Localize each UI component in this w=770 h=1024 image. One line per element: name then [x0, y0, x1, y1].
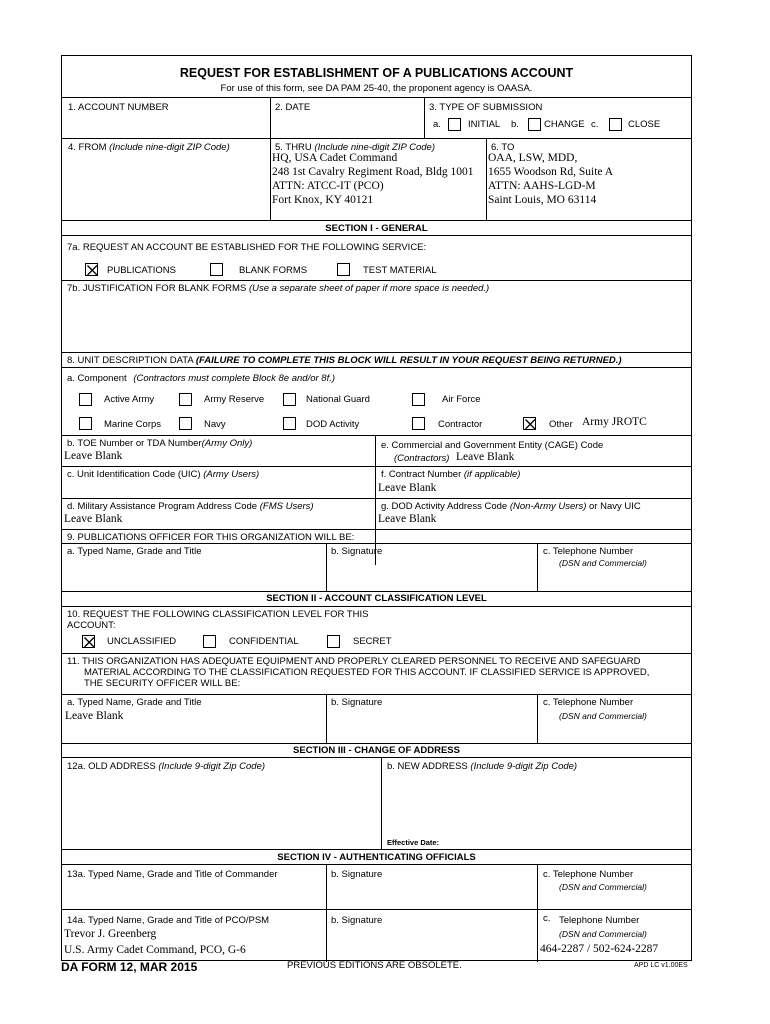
block-11-line-2: MATERIAL ACCORDING TO THE CLASSIFICATION REQUESTED FOR THIS ACCOUNT. IF CLASSIFIED SERVICE IS APPROVED, [84, 667, 650, 678]
air-force-label: Air Force [442, 394, 481, 405]
divider [62, 909, 691, 910]
divider [62, 352, 691, 353]
contract-label-text: f. Contract Number [381, 469, 462, 480]
form-id: DA FORM 12, MAR 2015 [61, 960, 198, 974]
security-officer-phone-label: c. Telephone Number [543, 697, 634, 708]
block-7b-note: (Use a separate sheet of paper if more space is needed.) [248, 283, 490, 294]
divider [62, 591, 691, 592]
old-address-label-text: 12a. OLD ADDRESS [67, 761, 156, 772]
uic-note: (Army Users) [203, 469, 260, 480]
dodaac-note: (Non-Army Users) [509, 501, 587, 512]
block-8-label-text: 8. UNIT DESCRIPTION DATA [67, 355, 194, 366]
national-guard-label: National Guard [306, 394, 370, 405]
publications-checkbox[interactable] [85, 263, 98, 276]
effective-date-label: Effective Date: [387, 838, 440, 847]
blank-forms-checkbox[interactable] [210, 263, 223, 276]
to-line-4[interactable]: Saint Louis, MO 63114 [488, 194, 597, 206]
divider [326, 864, 327, 962]
change-prefix: b. [511, 119, 519, 130]
security-officer-phone-note: (DSN and Commercial) [559, 711, 647, 721]
pco-name-value[interactable]: Trevor J. Greenberg [64, 928, 157, 940]
thru-label-text: 5. THRU [275, 142, 312, 153]
block-10-label-2: ACCOUNT: [67, 620, 116, 631]
security-officer-name-value[interactable]: Leave Blank [65, 710, 124, 722]
divider [326, 543, 327, 591]
divider [62, 235, 691, 236]
divider [270, 97, 271, 138]
section-4-title: SECTION IV - AUTHENTICATING OFFICIALS [277, 852, 476, 863]
divider [270, 138, 271, 220]
new-address-label-text: b. NEW ADDRESS [387, 761, 468, 772]
from-label-note: (Include nine-digit ZIP Code) [109, 142, 230, 153]
security-officer-name-label: a. Typed Name, Grade and Title [67, 697, 202, 708]
contract-label [381, 469, 520, 480]
block-9-label: 9. PUBLICATIONS OFFICER FOR THIS ORGANIZATION WILL BE: [67, 532, 355, 543]
divider [62, 864, 691, 865]
divider [537, 864, 538, 962]
initial-prefix: a. [433, 119, 441, 130]
to-label: 6. TO [491, 142, 515, 153]
toe-label [67, 438, 252, 449]
pco-name-label: 14a. Typed Name, Grade and Title of PCO/PSM [67, 915, 270, 926]
dodaac-value[interactable]: Leave Blank [378, 513, 437, 525]
commander-name-label: 13a. Typed Name, Grade and Title of Commander [67, 869, 278, 880]
thru-line-1[interactable]: HQ, USA Cadet Command [272, 152, 398, 164]
navy-checkbox[interactable] [179, 417, 192, 430]
divider [62, 653, 691, 654]
army-reserve-checkbox[interactable] [179, 393, 192, 406]
divider [62, 220, 691, 221]
divider [62, 606, 691, 607]
divider [62, 529, 691, 530]
other-label: Other [549, 419, 573, 430]
type-submission-label: 3. TYPE OF SUBMISSION [429, 102, 543, 113]
block-8-label [67, 355, 622, 366]
account-number-label: 1. ACCOUNT NUMBER [68, 102, 169, 113]
form-subtitle: For use of this form, see DA PAM 25-40, the proponent agency is OAASA. [220, 83, 533, 94]
component-label [67, 373, 335, 384]
air-force-checkbox[interactable] [412, 393, 425, 406]
obsolete-notice: PREVIOUS EDITIONS ARE OBSOLETE. [287, 960, 462, 971]
divider [62, 435, 691, 436]
pco-title-value[interactable]: U.S. Army Cadet Command, PCO, G-6 [64, 944, 246, 956]
contract-note: (if applicable) [463, 469, 521, 480]
divider [62, 694, 691, 695]
army-reserve-label: Army Reserve [204, 394, 265, 405]
divider [537, 543, 538, 591]
component-note: (Contractors must complete Block 8e and/or 8f.) [133, 373, 336, 384]
security-officer-signature-label: b. Signature [331, 697, 383, 708]
map-address-label [67, 501, 314, 512]
block-7b-label-text: 7b. JUSTIFICATION FOR BLANK FORMS [67, 283, 247, 294]
block-10-label-1: 10. REQUEST THE FOLLOWING CLASSIFICATION LEVEL FOR THIS [67, 609, 369, 620]
change-label: CHANGE [544, 119, 585, 130]
active-army-checkbox[interactable] [79, 393, 92, 406]
block-7b-label [67, 283, 489, 294]
dod-activity-label: DOD Activity [306, 419, 360, 430]
to-line-2[interactable]: 1655 Woodson Rd, Suite A [488, 166, 614, 178]
from-label-text: 4. FROM [68, 142, 107, 153]
divider [62, 466, 691, 467]
confidential-checkbox[interactable] [203, 635, 216, 648]
to-line-3[interactable]: ATTN: AAHS-LGD-M [488, 180, 596, 192]
block-11-line-1: 11. THIS ORGANIZATION HAS ADEQUATE EQUIPMENT AND PROPERLY CLEARED PERSONNEL TO RECEIVE AND SAFEGUARD [67, 656, 641, 667]
thru-line-3[interactable]: ATTN: ATCC-IT (PCO) [272, 180, 384, 192]
divider [537, 694, 538, 743]
from-label [68, 142, 230, 153]
contractor-checkbox[interactable] [412, 417, 425, 430]
map-address-value[interactable]: Leave Blank [64, 513, 123, 525]
confidential-label: CONFIDENTIAL [229, 636, 299, 647]
section-3-title: SECTION III - CHANGE OF ADDRESS [293, 745, 460, 756]
active-army-label: Active Army [104, 394, 155, 405]
contractor-label: Contractor [438, 419, 483, 430]
close-checkbox[interactable] [609, 118, 622, 131]
block-8-note: (FAILURE TO COMPLETE THIS BLOCK WILL RESULT IN YOUR REQUEST BEING RETURNED.) [195, 355, 622, 366]
secret-label: SECRET [353, 636, 392, 647]
block-7a-label: 7a. REQUEST AN ACCOUNT BE ESTABLISHED FOR THE FOLLOWING SERVICE: [67, 242, 427, 253]
navy-label: Navy [204, 419, 226, 430]
toe-label-text: b. TOE Number or TDA Number [67, 438, 202, 449]
dodaac-label [381, 501, 641, 512]
thru-line-2[interactable]: 248 1st Cavalry Regiment Road, Bldg 1001 [272, 166, 474, 178]
unclassified-checkbox[interactable] [82, 635, 95, 648]
pub-officer-phone-label: c. Telephone Number [543, 546, 634, 557]
new-address-label [387, 761, 577, 772]
commander-phone-label: c. Telephone Number [543, 869, 634, 880]
version-label: APD LC v1.00ES [634, 962, 688, 969]
cage-label: e. Commercial and Government Entity (CAGE) Code [381, 440, 604, 451]
divider [62, 543, 691, 544]
divider [62, 757, 691, 758]
uic-label [67, 469, 259, 480]
toe-value[interactable]: Leave Blank [64, 450, 123, 462]
national-guard-checkbox[interactable] [283, 393, 296, 406]
divider [62, 367, 691, 368]
divider [62, 280, 691, 281]
close-label: CLOSE [628, 119, 661, 130]
unclassified-label: UNCLASSIFIED [107, 636, 177, 647]
change-checkbox[interactable] [528, 118, 541, 131]
initial-checkbox[interactable] [448, 118, 461, 131]
old-address-note: (Include 9-digit Zip Code) [158, 761, 266, 772]
cage-value[interactable]: Leave Blank [456, 451, 515, 463]
dod-activity-checkbox[interactable] [283, 417, 296, 430]
test-material-checkbox[interactable] [337, 263, 350, 276]
test-material-label: TEST MATERIAL [363, 265, 437, 276]
block-11-line-3: THE SECURITY OFFICER WILL BE: [84, 678, 241, 689]
map-address-note: (FMS Users) [259, 501, 314, 512]
divider [62, 498, 691, 499]
section-2-title: SECTION II - ACCOUNT CLASSIFICATION LEVEL [266, 593, 487, 604]
divider [381, 757, 382, 849]
other-value[interactable]: Army JROTC [582, 416, 647, 428]
marine-corps-label: Marine Corps [104, 419, 162, 430]
other-checkbox[interactable] [523, 417, 536, 430]
secret-checkbox[interactable] [327, 635, 340, 648]
commander-phone-note: (DSN and Commercial) [559, 882, 647, 892]
check-mark-icon [86, 264, 99, 277]
divider [326, 694, 327, 743]
contract-value[interactable]: Leave Blank [378, 482, 437, 494]
form-page [61, 55, 692, 961]
pco-phone-label: Telephone Number [559, 915, 640, 926]
to-line-1[interactable]: OAA, LSW, MDD, [488, 152, 578, 164]
pub-officer-name-label: a. Typed Name, Grade and Title [67, 546, 202, 557]
divider [62, 97, 691, 98]
dodaac-label-text: g. DOD Activity Address Code [381, 501, 508, 512]
uic-label-text: c. Unit Identification Code (UIC) [67, 469, 201, 480]
divider [62, 849, 691, 850]
check-mark-icon [524, 418, 537, 431]
cage-note: (Contractors) [394, 453, 450, 464]
divider [62, 138, 691, 139]
commander-signature-label: b. Signature [331, 869, 383, 880]
pco-signature-label: b. Signature [331, 915, 383, 926]
blank-forms-label: BLANK FORMS [239, 265, 308, 276]
map-address-label-text: d. Military Assistance Program Address Code [67, 501, 258, 512]
close-prefix: c. [591, 119, 599, 130]
toe-note: (Army Only) [201, 438, 253, 449]
pco-phone-note: (DSN and Commercial) [559, 929, 647, 939]
section-1-title: SECTION I - GENERAL [325, 223, 428, 234]
publications-label: PUBLICATIONS [107, 265, 176, 276]
dodaac-label-suffix: or Navy UIC [589, 501, 641, 512]
divider [424, 97, 425, 138]
new-address-note: (Include 9-digit Zip Code) [470, 761, 578, 772]
marine-corps-checkbox[interactable] [79, 417, 92, 430]
divider [486, 138, 487, 220]
pub-officer-signature-label: b. Signature [331, 546, 383, 557]
divider [62, 743, 691, 744]
pco-phone-prefix: c. [543, 913, 551, 924]
thru-line-4[interactable]: Fort Knox, KY 40121 [272, 194, 374, 206]
pco-phone-value[interactable]: 464-2287 / 502-624-2287 [540, 943, 659, 955]
initial-label: INITIAL [468, 119, 501, 130]
form-title: REQUEST FOR ESTABLISHMENT OF A PUBLICATIONS ACCOUNT [179, 66, 574, 80]
pub-officer-phone-note: (DSN and Commercial) [559, 558, 647, 568]
check-mark-icon [83, 636, 96, 649]
date-label: 2. DATE [275, 102, 311, 113]
old-address-label [67, 761, 265, 772]
thru-label-note: (Include nine-digit ZIP Code) [314, 142, 435, 153]
component-label-text: a. Component [67, 373, 127, 384]
